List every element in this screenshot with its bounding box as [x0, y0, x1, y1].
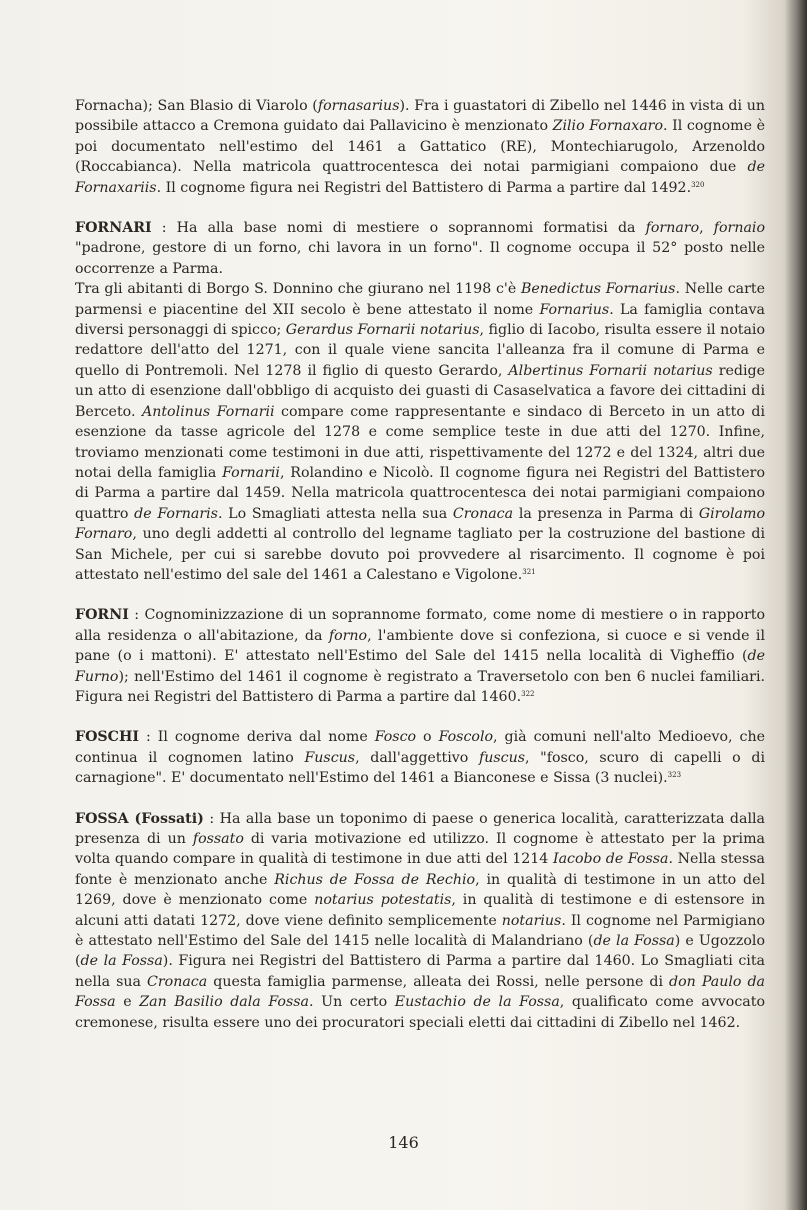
text-run: redige un atto di esenzione dall'obbligo di acquisto dei guasti di Casaselvatica a favore dei cittadini di Berceto.: [75, 362, 765, 420]
text-run: : Ha alla base un toponimo di paese o generica località, caratterizzata dalla presenza di un: [75, 810, 765, 847]
italic-term: de Fornaris: [134, 505, 218, 522]
italic-term: fornaro: [645, 220, 700, 237]
italic-term: Zilio Fornaxaro: [552, 118, 664, 135]
italic-term: Fuscus: [304, 749, 356, 766]
page-body-text: [75, 96, 765, 1033]
italic-term: fornaio: [713, 220, 765, 237]
text-run: o: [416, 729, 439, 746]
italic-term: Foscolo: [438, 729, 494, 746]
text-run: di varia motivazione ed utilizzo. Il cognome è attestato per la prima volta quando compare in qualità di testimone in due atti del 1214: [75, 831, 765, 868]
text-run: , "fosco, scuro di capelli o di carnagione". E' documentato nell'Estimo del 1461 a Bianconese e Sissa (3 nuclei).: [75, 749, 765, 787]
paragraph: [75, 279, 765, 585]
italic-term: fossato: [192, 831, 244, 847]
paragraph: [75, 218, 765, 279]
footnote-ref: 323: [667, 771, 682, 780]
italic-term: notarius potestatis: [314, 892, 452, 909]
paragraph: [75, 809, 765, 1033]
text-run: . Il cognome è poi documentato nell'estimo del 1461 a Gattatico (RE), Montechiarugolo, Arzenoldo (Roccabianca). Nella matricola quattrocentesca dei notai parmigiani compaiono due: [75, 118, 765, 176]
footnote-ref: 321: [522, 567, 536, 576]
text-run: Fornacha: [75, 98, 143, 114]
italic-term: fornasarius: [317, 98, 400, 114]
text-run: , qualificato come avvocato cremonese, risulta essere uno dei procuratori speciali eletti dai cittadini di Zibello nel 1462.: [75, 994, 765, 1031]
text-run: "padrone, gestore di un forno, chi lavora in un forno". Il cognome occupa il 52° posto nelle occorrenze a Parma.: [75, 240, 765, 277]
footnote-ref: 320: [691, 180, 705, 189]
footnote-ref: 322: [521, 689, 535, 698]
text-run: ). Fra i guastatori di Zibello nel 1446 in vista di un possibile attacco a Cremona guidato dai Pallavicino è menzionato: [75, 98, 765, 135]
text-run: ) e Ugozzolo (: [75, 933, 766, 970]
text-run: , in qualità di testimone in un atto del 1269, dove è menzionato come: [75, 871, 766, 909]
italic-term: Fosco: [374, 729, 417, 746]
italic-term: Antolinus Fornarii: [141, 403, 275, 420]
text-run: . La famiglia contava diversi personaggi di spicco;: [75, 301, 765, 339]
italic-term: forno: [328, 627, 368, 644]
page-spine-shadow: [785, 0, 807, 1210]
text-run: ). Figura nei Registri del Battistero di Parma a partire dal 1460. Lo Smagliati cita nella sua: [75, 953, 765, 990]
text-run: compare come rappresentante e sindaco di Berceto in un atto di esenzione da tasse agricole del 1278 e come semplice teste in due atti del 1270. Infine, troviamo menzionati come testimoni in due atti, rispettivamente del 1272 e del 1324, altri due notai della famiglia: [75, 403, 765, 481]
italic-term: de Fornaxariis: [75, 159, 765, 196]
text-run: . Nelle carte parmensi e piacentine del XII secolo è bene attestato il nome: [75, 281, 765, 318]
text-run: ); San Blasio di Viarolo (: [142, 98, 318, 114]
paragraph: [75, 96, 765, 198]
text-run: , l'ambiente dove si confeziona, si cuoce e si vende il pane (o i mattoni). E' attestato nell'Estimo del Sale del 1415 nella località di Vigheffio (: [75, 627, 766, 665]
paragraph: [75, 727, 765, 788]
entry-headword: FORNARI: [75, 220, 152, 237]
text-run: . Il cognome nel Parmigiano è attestato nell'Estimo del Sale del 1415 nelle località di Malandriano (: [75, 912, 765, 950]
italic-term: Iacobo de Fossa: [552, 851, 669, 868]
italic-term: fuscus: [478, 749, 525, 766]
text-run: , uno degli addetti al controllo del legname tagliato per la costruzione del bastione di San Michele, per cui si sarebbe dovuto poi provvedere al risarcimento. Il cognome è poi attestato nell'estimo del sale del 1461 a Calestano e Vigolone.: [75, 526, 765, 583]
italic-term: notarius: [501, 912, 562, 929]
text-run: . Nella stessa fonte è menzionato anche: [75, 851, 765, 888]
italic-term: Albertinus Fornarii notarius: [508, 362, 713, 379]
text-run: la presenza in Parma di: [513, 505, 699, 522]
text-run: , figlio di Iacobo, risulta essere il notaio redattore dell'atto del 1271, con il quale viene sancita l'alleanza fra il comune di Parma e quello di Pontremoli. Nel 1278 il figlio di questo Gerardo,: [75, 322, 766, 379]
italic-term: de la Fossa: [80, 953, 163, 970]
text-run: Tra gli abitanti di Borgo S. Donnino che giurano nel 1198 c'è: [75, 281, 521, 298]
italic-term: de Furno: [75, 648, 765, 685]
text-run: , in qualità di testimone e di estensore in alcuni atti datati 1272, dove viene definito semplicemente: [75, 892, 765, 929]
italic-term: de la Fossa: [593, 933, 675, 950]
text-run: : Il cognome deriva dal nome: [139, 729, 375, 746]
text-run: , già comuni nell'alto Medioevo, che continua il cognomen latino: [75, 729, 766, 766]
text-run: questa famiglia parmense, alleata dei Rossi, nelle persone di: [207, 973, 670, 990]
italic-term: Richus de Fossa de Rechio: [274, 871, 476, 888]
italic-term: Fornarii: [222, 464, 280, 481]
text-run: e: [115, 994, 140, 1011]
italic-term: Girolamo Fornaro: [75, 505, 765, 543]
page-number: 146: [388, 1133, 419, 1152]
paragraph: [75, 605, 765, 707]
italic-term: Fornarius: [539, 301, 610, 318]
entry-headword: FOSCHI: [75, 729, 140, 746]
entry-headword: FORNI: [75, 607, 129, 624]
text-run: . Il cognome figura nei Registri del Battistero di Parma a partire dal 1492.: [156, 179, 692, 196]
text-run: , dall'aggettivo: [355, 749, 479, 766]
italic-term: don Paulo da Fossa: [75, 973, 765, 1011]
text-run: . Un certo: [309, 994, 395, 1011]
italic-term: Zan Basilio dala Fossa: [139, 994, 309, 1011]
text-run: ); nell'Estimo del 1461 il cognome è registrato a Traversetolo con ben 6 nuclei familiari. Figura nei Registri del Battistero di Parma a partire dal 1460.: [75, 668, 765, 705]
italic-term: Eustachio de la Fossa: [394, 994, 560, 1011]
italic-term: Cronaca: [452, 505, 514, 522]
entry-headword: FOSSA (Fossati): [75, 810, 204, 827]
text-run: , Rolandino e Nicolò. Il cognome figura nei Registri del Battistero di Parma a partire dal 1459. Nella matricola quattrocentesca dei notai parmigiani compaiono quattro: [75, 464, 766, 522]
text-run: ,: [699, 220, 714, 237]
italic-term: Cronaca: [147, 973, 208, 990]
text-run: : Ha alla base nomi di mestiere o soprannomi formatisi da: [151, 220, 646, 237]
text-run: . Lo Smagliati attesta nella sua: [217, 505, 453, 522]
italic-term: Benedictus Fornarius: [520, 281, 676, 298]
italic-term: Gerardus Fornarii notarius: [285, 322, 480, 339]
text-run: : Cognominizzazione di un soprannome formato, come nome di mestiere o in rapporto alla residenza o all'abitazione, da: [75, 607, 765, 644]
